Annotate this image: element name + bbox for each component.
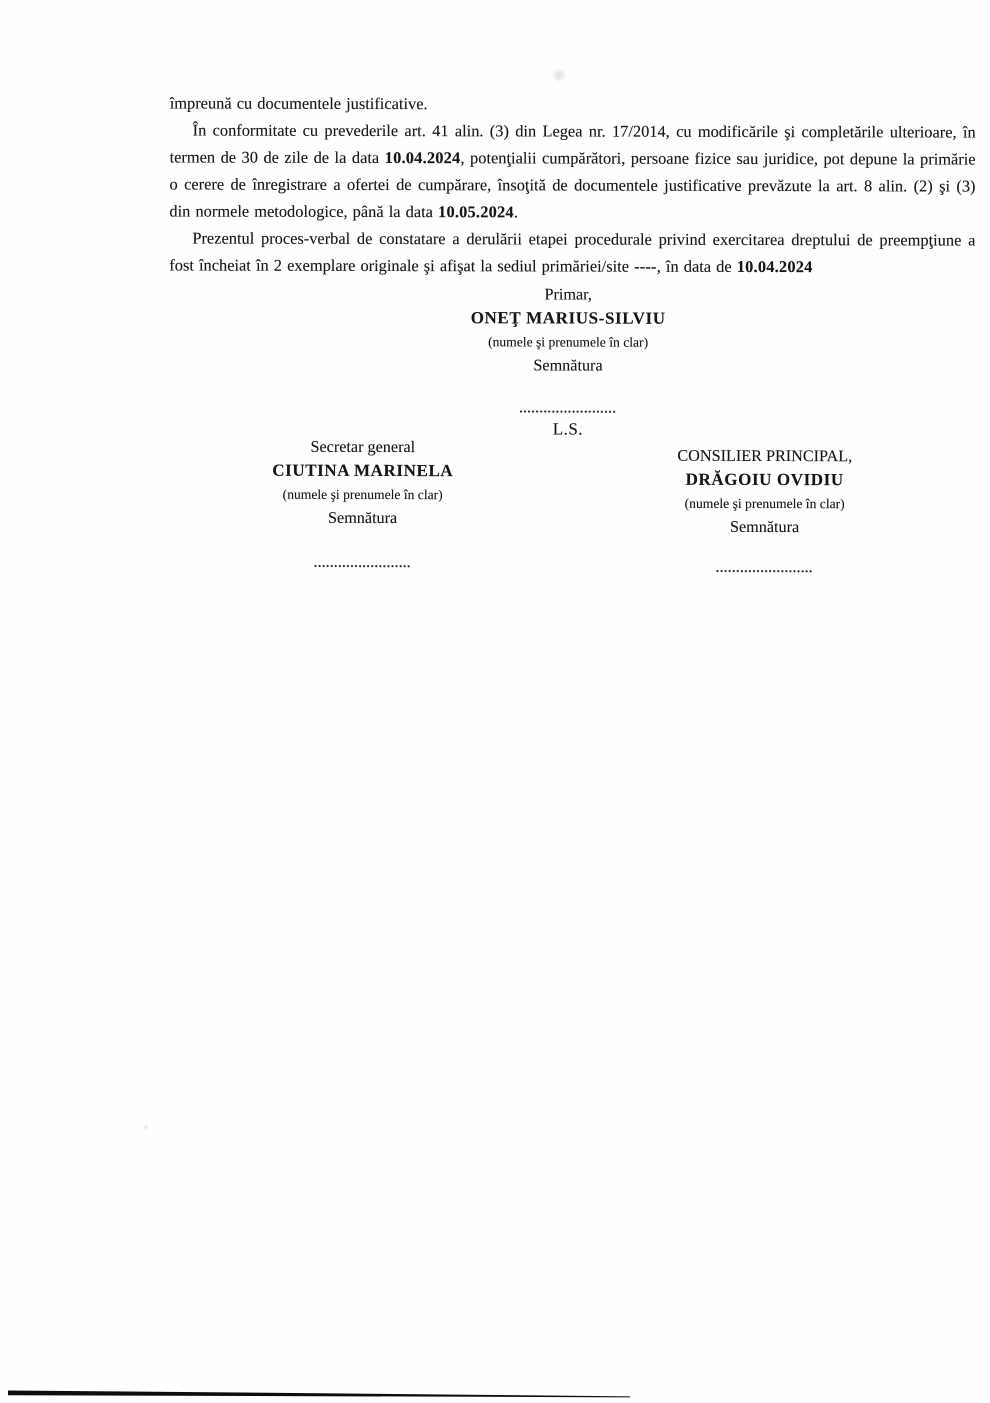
signature-note: (numele şi prenumele în clar) (282, 486, 443, 503)
scan-speck (552, 68, 566, 82)
signature-label: Semnătura (533, 356, 603, 375)
signature-label: Semnătura (729, 517, 800, 537)
ls-stamp-label: L.S. (552, 419, 584, 439)
scan-edge-artifact-line (0, 1386, 660, 1400)
signature-label: Semnătura (327, 508, 398, 528)
continuation-line: împreună cu documentele justificative. (169, 93, 428, 114)
signature-block-consilier (604, 444, 924, 579)
signature-dotted-line: ........................ (313, 554, 412, 571)
signature-note: (numele şi prenumele în clar) (684, 495, 845, 512)
signature-name: ONEŢ MARIUS-SILVIU (470, 308, 666, 328)
signature-role: Secretar general (310, 437, 416, 457)
signature-dotted-line: ........................ (715, 559, 814, 576)
paragraph-prezentul: Prezentul proces-verbal de constatare a derulării etapei procedurale privind exercitarea dreptului de preempţiune a fost încheiat în 2 exemplare originale şi afişat la sediul primăriei/site ----, în data de 10.04.2024 (169, 228, 976, 277)
signature-name: DRĂGOIU OVIDIU (685, 469, 844, 490)
signature-dotted-line: ........................ (519, 400, 617, 416)
body-text (169, 89, 975, 280)
signature-role: CONSILIER PRINCIPAL, (677, 446, 853, 466)
signature-block-secretar (203, 435, 523, 574)
scan-speck (143, 1124, 149, 1130)
signature-note: (numele şi prenumele în clar) (488, 334, 649, 350)
paragraph-conformitate: În conformitate cu prevederile art. 41 alin. (3) din Legea nr. 17/2014, cu modificările şi completările ulterioare, în termen de 30 de zile de la data 10.04.2024, potenţialii cumpărători, persoane fizice sau juridice, pot depune la primărie o cerere de înregistrare a ofertei de cumpărare, însoţită de documentele justificative prevăzute la art. 8 alin. (2) şi (3) din normele metodologice, până la data 10.05.2024. (169, 120, 976, 222)
signature-role: Primar, (544, 285, 592, 304)
signature-block-primar (408, 282, 728, 441)
signature-name: CIUTINA MARINELA (272, 460, 454, 481)
